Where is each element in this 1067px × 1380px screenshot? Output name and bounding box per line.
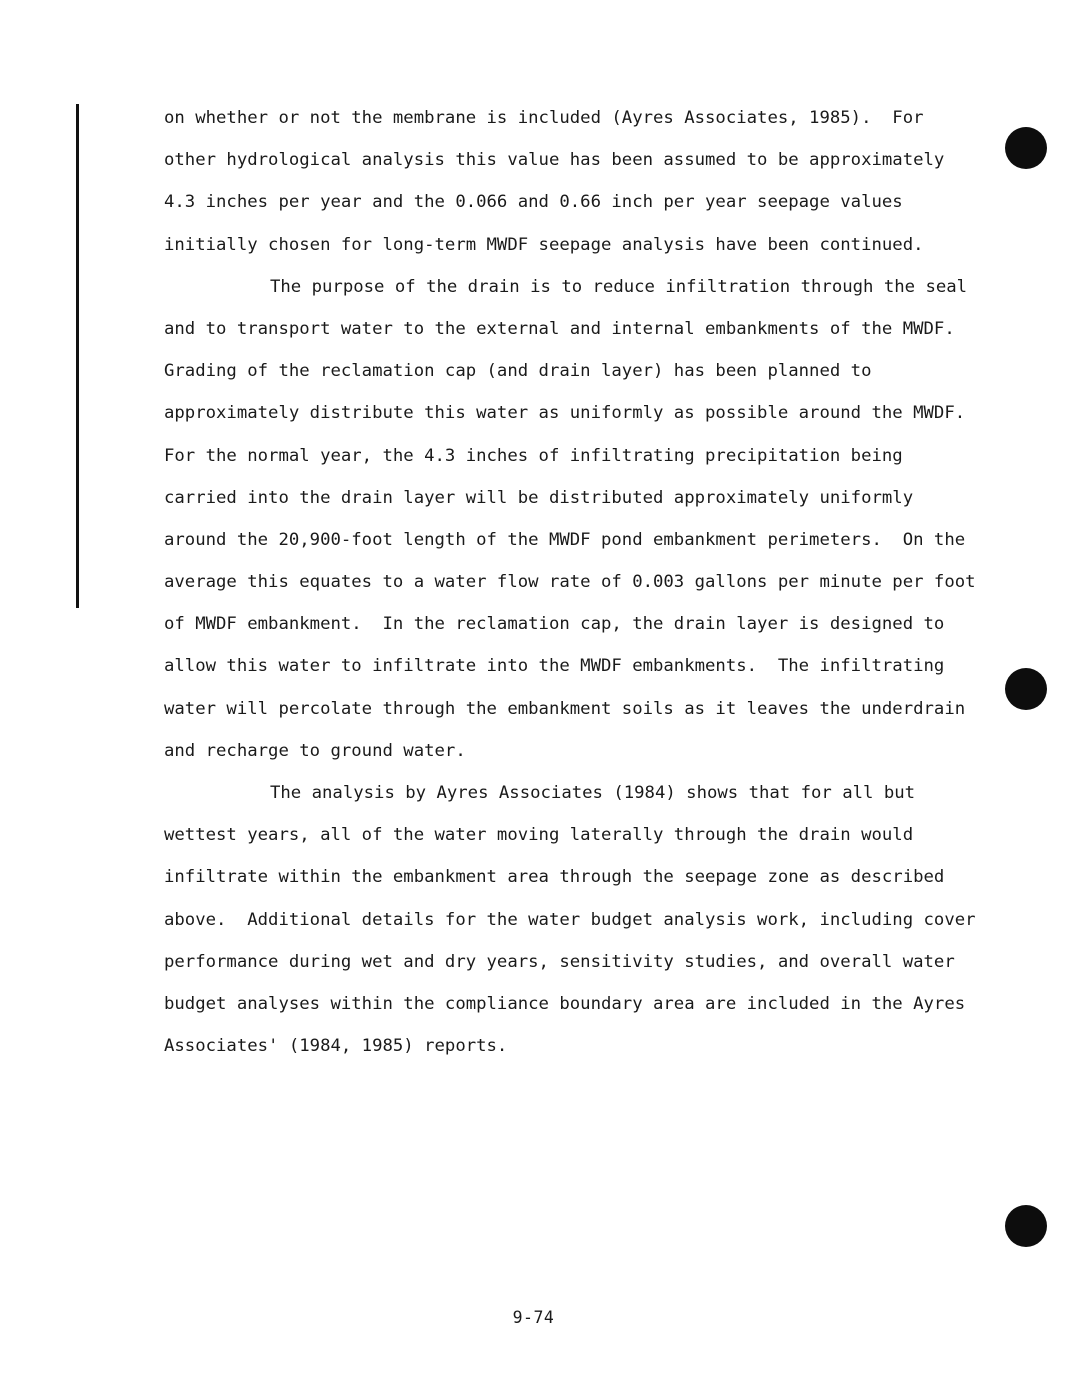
text-line: carried into the drain layer will be distributed approximately uniformly bbox=[164, 487, 914, 508]
text-line: Associates' (1984, 1985) reports. bbox=[164, 1036, 508, 1057]
text-line: of MWDF embankment. In the reclamation cap, the drain layer is designed to bbox=[164, 614, 945, 635]
text-line: 4.3 inches per year and the 0.066 and 0.66 inch per year seepage values bbox=[164, 192, 903, 213]
punch-hole-top bbox=[1005, 127, 1047, 169]
paragraph-drain-purpose bbox=[164, 266, 994, 772]
punch-hole-middle bbox=[1005, 668, 1047, 710]
text-line: infiltrate within the embankment area through the seepage zone as described bbox=[164, 867, 945, 888]
paragraph-ayres-analysis bbox=[164, 772, 994, 1067]
text-line: allow this water to infiltrate into the MWDF embankments. The infiltrating bbox=[164, 656, 945, 677]
text-line: The analysis by Ayres Associates (1984) shows that for all but bbox=[270, 783, 916, 803]
paragraph-continuation bbox=[164, 97, 994, 266]
text-line: other hydrological analysis this value has been assumed to be approximately bbox=[164, 150, 945, 171]
page-number: 9-74 bbox=[512, 1308, 555, 1327]
text-line: above. Additional details for the water budget analysis work, including cover bbox=[164, 909, 976, 930]
text-line: on whether or not the membrane is included (Ayres Associates, 1985). For bbox=[164, 108, 924, 128]
text-line: initially chosen for long-term MWDF seepage analysis have been continued. bbox=[164, 234, 924, 255]
text-line: average this equates to a water flow rate of 0.003 gallons per minute per foot bbox=[164, 572, 976, 593]
revision-change-bar bbox=[76, 104, 79, 608]
text-line: around the 20,900-foot length of the MWDF pond embankment perimeters. On the bbox=[164, 529, 966, 550]
text-line: The purpose of the drain is to reduce infiltration through the seal bbox=[270, 276, 968, 297]
text-line: For the normal year, the 4.3 inches of infiltrating precipitation being bbox=[164, 445, 903, 466]
punch-hole-bottom bbox=[1005, 1205, 1047, 1247]
body-text bbox=[164, 97, 994, 1067]
text-line: Grading of the reclamation cap (and drain layer) has been planned to bbox=[164, 361, 872, 382]
text-line: wettest years, all of the water moving laterally through the drain would bbox=[164, 825, 914, 846]
text-line: budget analyses within the compliance boundary area are included in the Ayres bbox=[164, 993, 966, 1014]
text-line: and to transport water to the external and internal embankments of the MWDF. bbox=[164, 318, 955, 339]
text-line: and recharge to ground water. bbox=[164, 740, 466, 761]
text-line: approximately distribute this water as uniformly as possible around the MWDF. bbox=[164, 403, 966, 424]
text-line: performance during wet and dry years, sensitivity studies, and overall water bbox=[164, 951, 955, 972]
text-line: water will percolate through the embankment soils as it leaves the underdrain bbox=[164, 698, 966, 719]
